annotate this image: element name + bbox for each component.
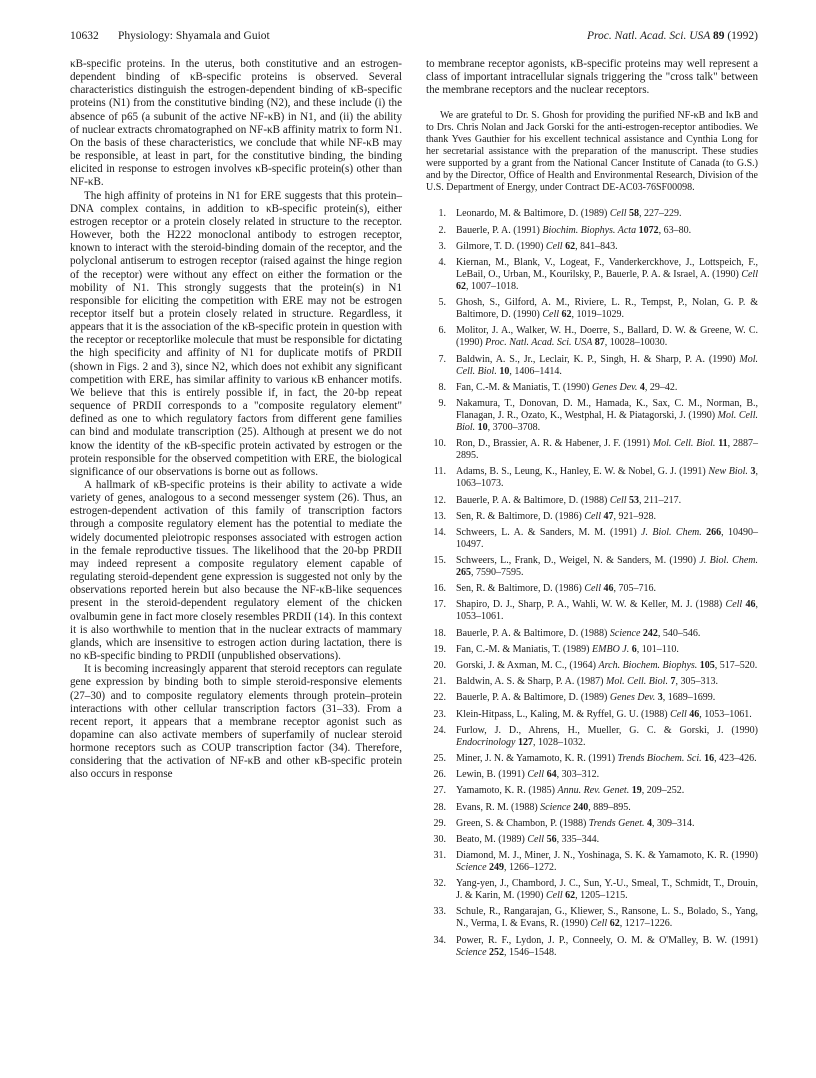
reference-item — [426, 382, 758, 394]
reference-authors: Beato, M. (1989) — [456, 833, 528, 845]
reference-number: 5. — [438, 297, 446, 309]
reference-authors: Yamamoto, K. R. (1985) — [456, 785, 558, 797]
reference-journal: Cell — [527, 833, 547, 845]
reference-volume: 242 — [642, 627, 658, 639]
reference-pages: , 3700–3708. — [487, 421, 541, 433]
reference-number: 29. — [433, 817, 446, 829]
reference-authors: Fan, C.-M. & Maniatis, T. (1989) — [456, 643, 593, 655]
reference-pages: , 1205–1215. — [575, 890, 628, 902]
reference-volume: 62 — [456, 281, 466, 293]
reference-item — [426, 676, 758, 688]
reference-authors: Yang-yen, J., Chambord, J. C., Sun, Y.-U., Smeal, T., Schmidt, T., Drouin, J. & Karin, M. (1990) — [456, 878, 758, 902]
reference-authors: Evans, R. M. (1988) — [456, 801, 541, 813]
reference-item — [426, 785, 758, 797]
reference-volume: 62 — [561, 309, 572, 321]
reference-item — [426, 628, 758, 640]
reference-authors: Kiernan, M., Blank, V., Logeat, F., Vanderkerckhove, J., Lottspeich, F., LeBail, O., Urban, M., Kourilsky, P., Bauerle, P. A. & Israel, A. (1990) — [456, 257, 758, 281]
reference-pages: , 2887–2895. — [456, 438, 758, 462]
reference-authors: Fan, C.-M. & Maniatis, T. (1990) — [456, 381, 593, 393]
reference-volume: 265 — [456, 567, 471, 579]
reference-authors: Furlow, J. D., Ahrens, H., Mueller, G. C. & Gorski, J. (1990) — [456, 724, 758, 736]
reference-number: 31. — [433, 850, 446, 862]
reference-item — [426, 753, 758, 765]
reference-number: 22. — [433, 692, 446, 704]
running-head: Physiology: Shyamala and Guiot — [118, 30, 270, 42]
reference-volume: 56 — [546, 833, 557, 845]
reference-pages: , 211–217. — [639, 494, 682, 506]
reference-number: 4. — [438, 257, 446, 269]
reference-volume: 10 — [477, 421, 488, 433]
reference-number: 12. — [433, 494, 446, 506]
reference-number: 1. — [438, 208, 446, 220]
reference-journal: Cell — [670, 708, 690, 720]
reference-journal: Science — [540, 801, 574, 813]
reference-number: 25. — [433, 752, 446, 764]
reference-pages: , 10028–10030. — [604, 337, 668, 349]
reference-item — [426, 297, 758, 321]
reference-pages: , 10490–10497. — [456, 526, 759, 550]
reference-journal: Cell — [741, 269, 758, 281]
reference-volume: 1072 — [638, 224, 659, 236]
reference-item — [426, 511, 758, 523]
reference-journal: Cell — [725, 599, 746, 611]
reference-item — [426, 466, 758, 490]
reference-volume: 46 — [603, 583, 614, 595]
reference-authors: Shapiro, D. J., Sharp, P. A., Wahli, W. W. & Keller, M. J. (1988) — [456, 599, 726, 611]
reference-item — [426, 878, 758, 902]
reference-number: 16. — [433, 583, 446, 595]
reference-item — [426, 725, 758, 749]
reference-volume: 16 — [704, 752, 715, 764]
reference-volume: 240 — [573, 801, 589, 813]
reference-authors: Adams, B. S., Leung, K., Hanley, E. W. & Nobel, G. J. (1991) — [456, 466, 709, 478]
reference-volume: 62 — [565, 890, 576, 902]
reference-journal: New Biol. — [708, 466, 751, 478]
reference-authors: Schweers, L., Frank, D., Weigel, N. & Sanders, M. (1990) — [456, 555, 700, 567]
reference-number: 10. — [433, 438, 446, 450]
reference-journal: Trends Biochem. Sci. — [617, 752, 705, 764]
reference-authors: Nakamura, T., Donovan, D. M., Hamada, K., Sax, C. M., Norman, B., Flanagan, J. R., Ozato, K., Westphal, H. & Piatagorski, J. (1990) — [456, 397, 758, 421]
reference-number: 11. — [433, 466, 446, 478]
reference-number: 20. — [433, 660, 446, 672]
reference-number: 26. — [433, 769, 446, 781]
reference-journal: Cell — [542, 309, 562, 321]
reference-pages: , 1028–1032. — [532, 736, 586, 748]
reference-volume: 62 — [609, 918, 620, 930]
reference-item — [426, 599, 758, 623]
reference-pages: , 1689–1699. — [662, 692, 716, 704]
reference-item — [426, 225, 758, 237]
reference-volume: 4 — [639, 381, 645, 393]
reference-number: 3. — [438, 240, 446, 252]
reference-item — [426, 850, 758, 874]
journal-citation — [587, 30, 758, 42]
reference-journal: Science — [456, 862, 490, 874]
reference-item — [426, 438, 758, 462]
reference-pages: , 305–313. — [675, 676, 718, 688]
reference-authors: Bauerle, P. A. & Baltimore, D. (1989) — [456, 692, 610, 704]
reference-volume: 58 — [629, 208, 640, 220]
reference-volume: 6 — [631, 643, 637, 655]
reference-journal: J. Biol. Chem. — [699, 555, 758, 567]
reference-authors: Klein-Hitpass, L., Kaling, M. & Ryffel, G. U. (1988) — [456, 708, 671, 720]
reference-pages: , 889–895. — [588, 801, 631, 813]
reference-number: 24. — [433, 724, 446, 736]
reference-volume: 64 — [546, 769, 557, 781]
reference-number: 17. — [433, 599, 446, 611]
right-column — [426, 58, 758, 963]
reference-journal: Cell — [609, 208, 630, 220]
reference-number: 14. — [433, 526, 446, 538]
body-paragraph: κB-specific proteins. In the uterus, both constitutive and an estrogen-dependent binding of κB-specific proteins is observed. Several characteristics distinguish the estrogen-dependent binding of κB-specific proteins (N1) from the constitutive binding (N2), and these include (i) the absence of p65 (a subunit of the active NF-κB) in N1, and (ii) the ability of nuclear extracts chromatographed on NF-κB affinity matrix to form N1. On the basis of these characteristics, we conclude that while NF-κB may be responsible, at least in part, for the constitutive binding, the binding elicited in response to estrogen involves κB-specific protein(s) other than NF-κB. — [70, 58, 402, 189]
reference-journal: J. Biol. Chem. — [641, 526, 707, 538]
reference-journal: Cell — [609, 494, 630, 506]
acknowledgment: We are grateful to Dr. S. Ghosh for providing the purified NF-κB and IκB and to Drs. Chris Nolan and Jack Gorski for the anti-estrogen-receptor antibodies. We thank Yves Gauthier for his excellent technical assistance and Cynthia Long for her secretarial assistance with the preparation of the manuscript. These studies were supported by a grant from the National Cancer Institute of Canada (to G.S.) and by the Director, Office of Health and Environmental Research, Division of the U.S. Department of Energy, under Contract DE-AC03-76SF00098. — [426, 110, 758, 194]
reference-authors: Sen, R. & Baltimore, D. (1986) — [456, 510, 585, 522]
reference-item — [426, 241, 758, 253]
reference-volume: 252 — [489, 946, 505, 958]
reference-item — [426, 495, 758, 507]
reference-authors: Schweers, L. A. & Sanders, M. M. (1991) — [456, 526, 642, 538]
reference-journal: Cell — [546, 890, 566, 902]
reference-item — [426, 709, 758, 721]
reference-volume: 87 — [594, 337, 605, 349]
reference-authors: Gilmore, T. D. (1990) — [456, 240, 546, 252]
reference-pages: , 1406–1414. — [509, 365, 562, 377]
reference-pages: , 921–928. — [613, 510, 656, 522]
reference-journal: Proc. Natl. Acad. Sci. USA — [485, 337, 595, 349]
reference-number: 15. — [433, 555, 446, 567]
reference-pages: , 1063–1073. — [456, 466, 758, 490]
reference-journal: Mol. Cell. Biol. — [652, 438, 719, 450]
reference-item — [426, 906, 758, 930]
reference-authors: Power, R. F., Lydon, J. P., Conneely, O. M. & O'Malley, B. W. (1991) — [456, 934, 758, 946]
reference-number: 2. — [438, 224, 446, 236]
reference-journal: Mol. Cell. Biol. — [456, 409, 758, 433]
journal-name: Proc. Natl. Acad. Sci. USA — [586, 30, 711, 42]
reference-pages: , 1007–1018. — [466, 281, 519, 293]
reference-authors: Bauerle, P. A. & Baltimore, D. (1988) — [456, 494, 610, 506]
reference-pages: , 1217–1226. — [619, 918, 673, 930]
reference-journal: Trends Genet. — [588, 817, 648, 829]
reference-item — [426, 802, 758, 814]
reference-authors: Sen, R. & Baltimore, D. (1986) — [456, 583, 585, 595]
reference-volume: 62 — [565, 240, 576, 252]
reference-item — [426, 555, 758, 579]
reference-authors: Ghosh, S., Gilford, A. M., Riviere, L. R., Tempst, P., Nolan, G. P. & Baltimore, D. (1990) — [456, 297, 758, 321]
reference-journal: Mol. Cell. Biol. — [456, 353, 758, 377]
reference-authors: Molitor, J. A., Walker, W. H., Doerre, S., Ballard, D. W. & Greene, W. C. (1990) — [456, 325, 758, 349]
reference-journal: Genes Dev. — [592, 381, 640, 393]
reference-number: 30. — [433, 833, 446, 845]
reference-pages: , 7590–7595. — [471, 567, 524, 579]
reference-number: 28. — [433, 801, 446, 813]
reference-authors: Baldwin, A. S., Jr., Leclair, K. P., Singh, H. & Sharp, P. A. (1990) — [456, 353, 740, 365]
reference-pages: , 540–546. — [657, 627, 701, 639]
reference-item — [426, 398, 758, 434]
reference-pages: , 227–229. — [639, 208, 682, 220]
reference-journal: Cell — [545, 240, 566, 252]
reference-pages: , 101–110. — [636, 643, 679, 655]
reference-volume: 266 — [706, 526, 722, 538]
reference-item — [426, 208, 758, 220]
reference-item — [426, 935, 758, 959]
reference-volume: 4 — [647, 817, 653, 829]
reference-journal: Arch. Biochem. Biophys. — [598, 660, 700, 672]
body-paragraph: It is becoming increasingly apparent that steroid receptors can regulate gene expression by binding both to simple steroid-responsive elements (27–30) and to composite regulatory elements through protein–protein interactions with other cellular transcription factors (31–33). From a recent report, it appears that a membrane receptor agonist such as dopamine can also activate members of superfamily of nuclear steroid hormone receptors such as COUP transcription factor (34). Therefore, considering that the activation of NF-κB and other κB-specific protein also occurs in response — [70, 663, 402, 781]
reference-authors: Ron, D., Brassier, A. R. & Habener, J. F. (1991) — [456, 438, 653, 450]
reference-volume: 46 — [689, 708, 700, 720]
journal-volume: 89 — [712, 30, 725, 42]
reference-volume: 249 — [489, 862, 505, 874]
reference-item — [426, 644, 758, 656]
reference-number: 8. — [438, 381, 446, 393]
reference-journal: Cell — [527, 769, 547, 781]
reference-pages: , 1053–1061. — [456, 599, 758, 623]
reference-item — [426, 818, 758, 830]
reference-item — [426, 527, 758, 551]
reference-number: 18. — [433, 627, 446, 639]
reference-number: 6. — [438, 325, 446, 337]
body-paragraph-continuation: to membrane receptor agonists, κB-specific proteins may well represent a class of important intracellular signals triggering the "cross talk" between the membrane receptors and the nuclear receptors. — [426, 58, 758, 97]
reference-pages: , 1019–1029. — [571, 309, 625, 321]
reference-number: 27. — [433, 785, 446, 797]
reference-pages: , 423–426. — [714, 752, 757, 764]
reference-journal: Science — [456, 946, 490, 958]
reference-volume: 7 — [670, 676, 676, 688]
reference-number: 13. — [433, 510, 446, 522]
reference-item — [426, 583, 758, 595]
reference-authors: Green, S. & Chambon, P. (1988) — [456, 817, 589, 829]
reference-item — [426, 325, 758, 349]
reference-pages: , 209–252. — [641, 785, 685, 797]
reference-volume: 10 — [499, 365, 510, 377]
reference-authors: Bauerle, P. A. (1991) — [456, 224, 543, 236]
reference-number: 19. — [433, 643, 446, 655]
reference-volume: 46 — [745, 599, 756, 611]
reference-volume: 127 — [517, 736, 533, 748]
reference-authors: Miner, J. N. & Yamamoto, K. R. (1991) — [456, 752, 618, 764]
reference-journal: Cell — [590, 918, 610, 930]
body-paragraph: A hallmark of κB-specific proteins is their ability to activate a wide variety of genes, analogous to a second messenger system (26). Thus, an estrogen-dependent activation of this family of transcription factors through a composite regulatory element has the potential to mediate the widely documented pleiotropic responses associated with estrogen action in the female reproductive tissues. The likelihood that the 20-bp PRDII may indeed represent a composite regulatory element capable of regulating steroid-dependent gene expression is suggested not only by the observations reported herein but also because the NF-κB-like sequences present in the steroid-dependent regulatory element of the chicken ovalbumin gene in fact more closely resembles PRDII (14). In this context it is also worthwhile to mention that in the nuclear extracts of mammary glands, which are insensitive to estrogen action during lactation, there is no κB-specific binding to PRDII (unpublished observations). — [70, 479, 402, 663]
reference-number: 34. — [433, 934, 446, 946]
reference-pages: , 303–312. — [556, 769, 600, 781]
body-paragraph: The high affinity of proteins in N1 for ERE suggests that this protein–DNA complex contains, in addition to κB-specific protein(s), either estrogen receptor or a protein closely related in structure to the receptor. However, both the H222 monoclonal antibody to estrogen receptor, known to interact with the steroid-binding domain of the receptor, and the polyclonal antiserum to estrogen receptor (raised against the hinge region of the receptor) were without any effect on either the formation or the mobility of N1. This strongly suggests that the protein(s) in N1 responsible for eliciting the competition with ERE may not be estrogen receptor itself but a protein closely related in structure. Regardless, it appears that it is the association of the κB-specific protein in question with the receptor or receptorlike molecule that must be responsible for dictating the high specificity and affinity of N1 for duplicate motifs of PRDII (shown in Figs. 2 and 3), since N2, which does not exhibit any significant competition with ERE, has similar affinity to various κB enhancer motifs. We believe that this is entirely possible if, in fact, the 20-bp repeat sequence of PRDII corresponds to a "composite regulatory element" defined as one to which regulatory factors from different gene families can bind and modulate transcription (25). Although at present we do not know the identity of the κB-specific protein activated by estrogen or the protein responsible for the observed competition with ERE, the biological significance of our observations is borne out as follows. — [70, 189, 402, 478]
reference-journal: Cell — [584, 510, 604, 522]
reference-journal: Cell — [584, 583, 604, 595]
reference-item — [426, 692, 758, 704]
reference-pages: , 29–42. — [644, 381, 678, 393]
reference-authors: Baldwin, A. S. & Sharp, P. A. (1987) — [456, 676, 607, 688]
reference-authors: Lewin, B. (1991) — [456, 769, 528, 781]
reference-volume: 19 — [631, 785, 642, 797]
reference-authors: Schule, R., Rangarajan, G., Kliewer, S., Ransone, L. S., Bolado, S., Yang, N., Verma, I. & Evans, R. (1990) — [456, 906, 758, 930]
reference-journal: Biochim. Biophys. Acta — [542, 224, 639, 236]
reference-journal: Genes Dev. — [609, 692, 658, 704]
reference-journal: Endocrinology — [456, 736, 518, 748]
reference-pages: , 335–344. — [556, 833, 600, 845]
page-header — [70, 30, 758, 46]
reference-journal: Science — [609, 627, 643, 639]
reference-volume: 3 — [750, 466, 756, 478]
reference-volume: 3 — [657, 692, 663, 704]
left-column — [70, 58, 402, 782]
reference-volume: 11 — [718, 438, 728, 450]
reference-pages: , 1266–1272. — [504, 862, 557, 874]
reference-pages: , 309–314. — [652, 817, 695, 829]
journal-year: (1992) — [727, 30, 758, 42]
reference-item — [426, 834, 758, 846]
reference-number: 9. — [438, 397, 446, 409]
reference-number: 33. — [433, 906, 446, 918]
reference-journal: Annu. Rev. Genet. — [557, 785, 632, 797]
reference-pages: , 1546–1548. — [504, 946, 557, 958]
reference-authors: Gorski, J. & Axman, M. C., (1964) — [456, 660, 599, 672]
reference-authors: Bauerle, P. A. & Baltimore, D. (1988) — [456, 627, 610, 639]
reference-pages: , 63–80. — [658, 224, 692, 236]
page-number: 10632 — [70, 30, 99, 42]
reference-journal: Mol. Cell. Biol. — [606, 676, 671, 688]
reference-item — [426, 660, 758, 672]
reference-authors: Diamond, M. J., Miner, J. N., Yoshinaga, S. K. & Yamamoto, K. R. (1990) — [456, 850, 758, 862]
reference-journal: EMBO J. — [592, 643, 632, 655]
reference-pages: , 1053–1061. — [699, 708, 752, 720]
reference-pages: , 705–716. — [613, 583, 656, 595]
reference-volume: 105 — [699, 660, 715, 672]
reference-item — [426, 257, 758, 293]
reference-item — [426, 769, 758, 781]
reference-authors: Leonardo, M. & Baltimore, D. (1989) — [456, 208, 610, 220]
reference-pages: , 517–520. — [714, 660, 758, 672]
reference-number: 7. — [438, 353, 446, 365]
reference-volume: 53 — [629, 494, 640, 506]
reference-volume: 47 — [603, 510, 614, 522]
reference-number: 32. — [433, 878, 446, 890]
reference-number: 23. — [433, 708, 446, 720]
reference-pages: , 841–843. — [575, 240, 618, 252]
reference-list — [426, 208, 758, 958]
reference-number: 21. — [433, 676, 446, 688]
reference-item — [426, 354, 758, 378]
